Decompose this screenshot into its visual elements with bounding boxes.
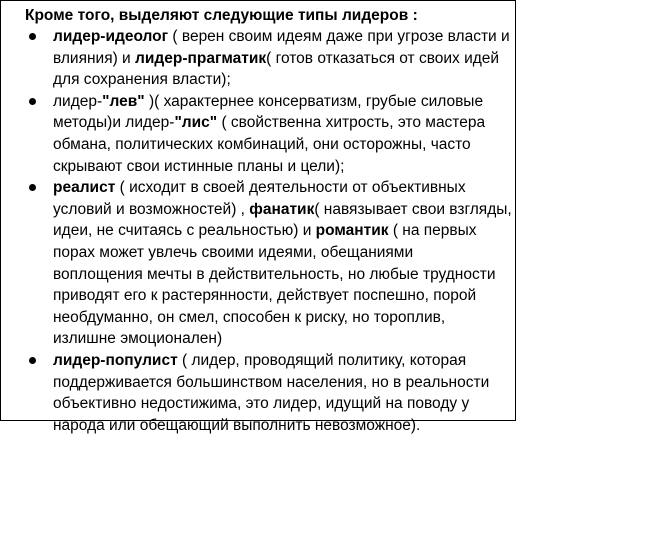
- text-segment: )( характернее консерватизм, грубые силовые: [144, 92, 484, 110]
- text-segment: порах может увлечь своими идеями, обещаниями: [53, 243, 414, 261]
- text-segment: ( лидер, проводящий политику, которая: [177, 351, 467, 369]
- text-line: [53, 26, 509, 48]
- text-line: [53, 372, 509, 394]
- bold-term: лидер-прагматик: [135, 49, 267, 67]
- bold-term: "лис": [174, 114, 218, 132]
- text-line: [53, 112, 509, 134]
- bold-term: фанатик: [249, 200, 315, 218]
- bold-term: лидер-популист: [53, 351, 178, 369]
- list-item: [1, 350, 517, 436]
- text-segment: обмана, политических комбинаций, они осторожны, часто: [53, 135, 471, 153]
- bold-term: лидер-идеолог: [53, 28, 169, 45]
- bold-term: реалист: [53, 179, 116, 197]
- heading: Кроме того, выделяют следующие типы лидеров :: [25, 7, 418, 24]
- bullet-icon: [29, 357, 36, 364]
- text-line: [53, 220, 509, 242]
- list-item: [1, 26, 517, 91]
- text-segment: идеи, не считаясь с реальностью) и: [53, 222, 316, 240]
- text-line: [53, 285, 509, 307]
- text-line: [53, 199, 512, 221]
- text-line: [53, 48, 509, 70]
- text-line: [53, 156, 509, 178]
- text-segment: ( верен своим идеям даже при угрозе власти и: [168, 28, 510, 45]
- text-segment: необдуманно, он смел, способен к риску, но тороплив,: [53, 308, 446, 326]
- text-segment: ( навязывает свои взгляды,: [314, 200, 512, 218]
- text-line: [53, 264, 509, 286]
- text-segment: методы)и лидер-: [53, 114, 175, 132]
- text-line: [53, 134, 509, 156]
- leader-types-list: [1, 26, 517, 436]
- bullet-icon: [29, 184, 36, 191]
- list-item: [1, 177, 517, 350]
- text-segment: объективно недостижима, это лидер, идущий на поводу у: [53, 395, 470, 413]
- text-line: [53, 242, 509, 264]
- text-segment: ( готов отказаться от своих идей: [266, 49, 500, 67]
- text-segment: ( исходит в своей деятельности от объективных: [115, 179, 466, 197]
- text-line: [53, 69, 509, 91]
- text-segment: лидер-: [53, 92, 103, 110]
- text-line: [53, 307, 509, 329]
- text-segment: воплощения мечты в действительность, но любые трудности: [53, 265, 496, 283]
- text-segment: условий и возможностей) ,: [53, 200, 250, 218]
- text-segment: излишне эмоционален): [53, 330, 223, 348]
- text-segment: влияния) и: [53, 49, 136, 67]
- text-line: [53, 415, 509, 437]
- text-segment: поддерживается большинством населения, но в реальности: [53, 373, 490, 391]
- bullet-icon: [29, 98, 36, 105]
- text-line: [53, 393, 509, 415]
- text-line: [53, 328, 509, 350]
- text-segment: приводят его к растерянности, действует поспешно, порой: [53, 287, 477, 305]
- bold-term: "лев": [102, 92, 145, 110]
- text-segment: народа или обещающий выполнить невозможное).: [53, 416, 421, 434]
- bullet-icon: [29, 33, 36, 40]
- text-line: [53, 177, 509, 199]
- text-segment: ( на первых: [388, 222, 477, 240]
- text-line: [53, 91, 509, 113]
- text-segment: скрывают свои истинные планы и цели);: [53, 157, 345, 175]
- list-item: [1, 91, 517, 177]
- text-segment: ( свойственна хитрость, это мастера: [217, 114, 486, 132]
- text-segment: для сохранения власти);: [53, 71, 231, 89]
- bold-term: романтик: [315, 222, 389, 240]
- text-line: [53, 350, 509, 372]
